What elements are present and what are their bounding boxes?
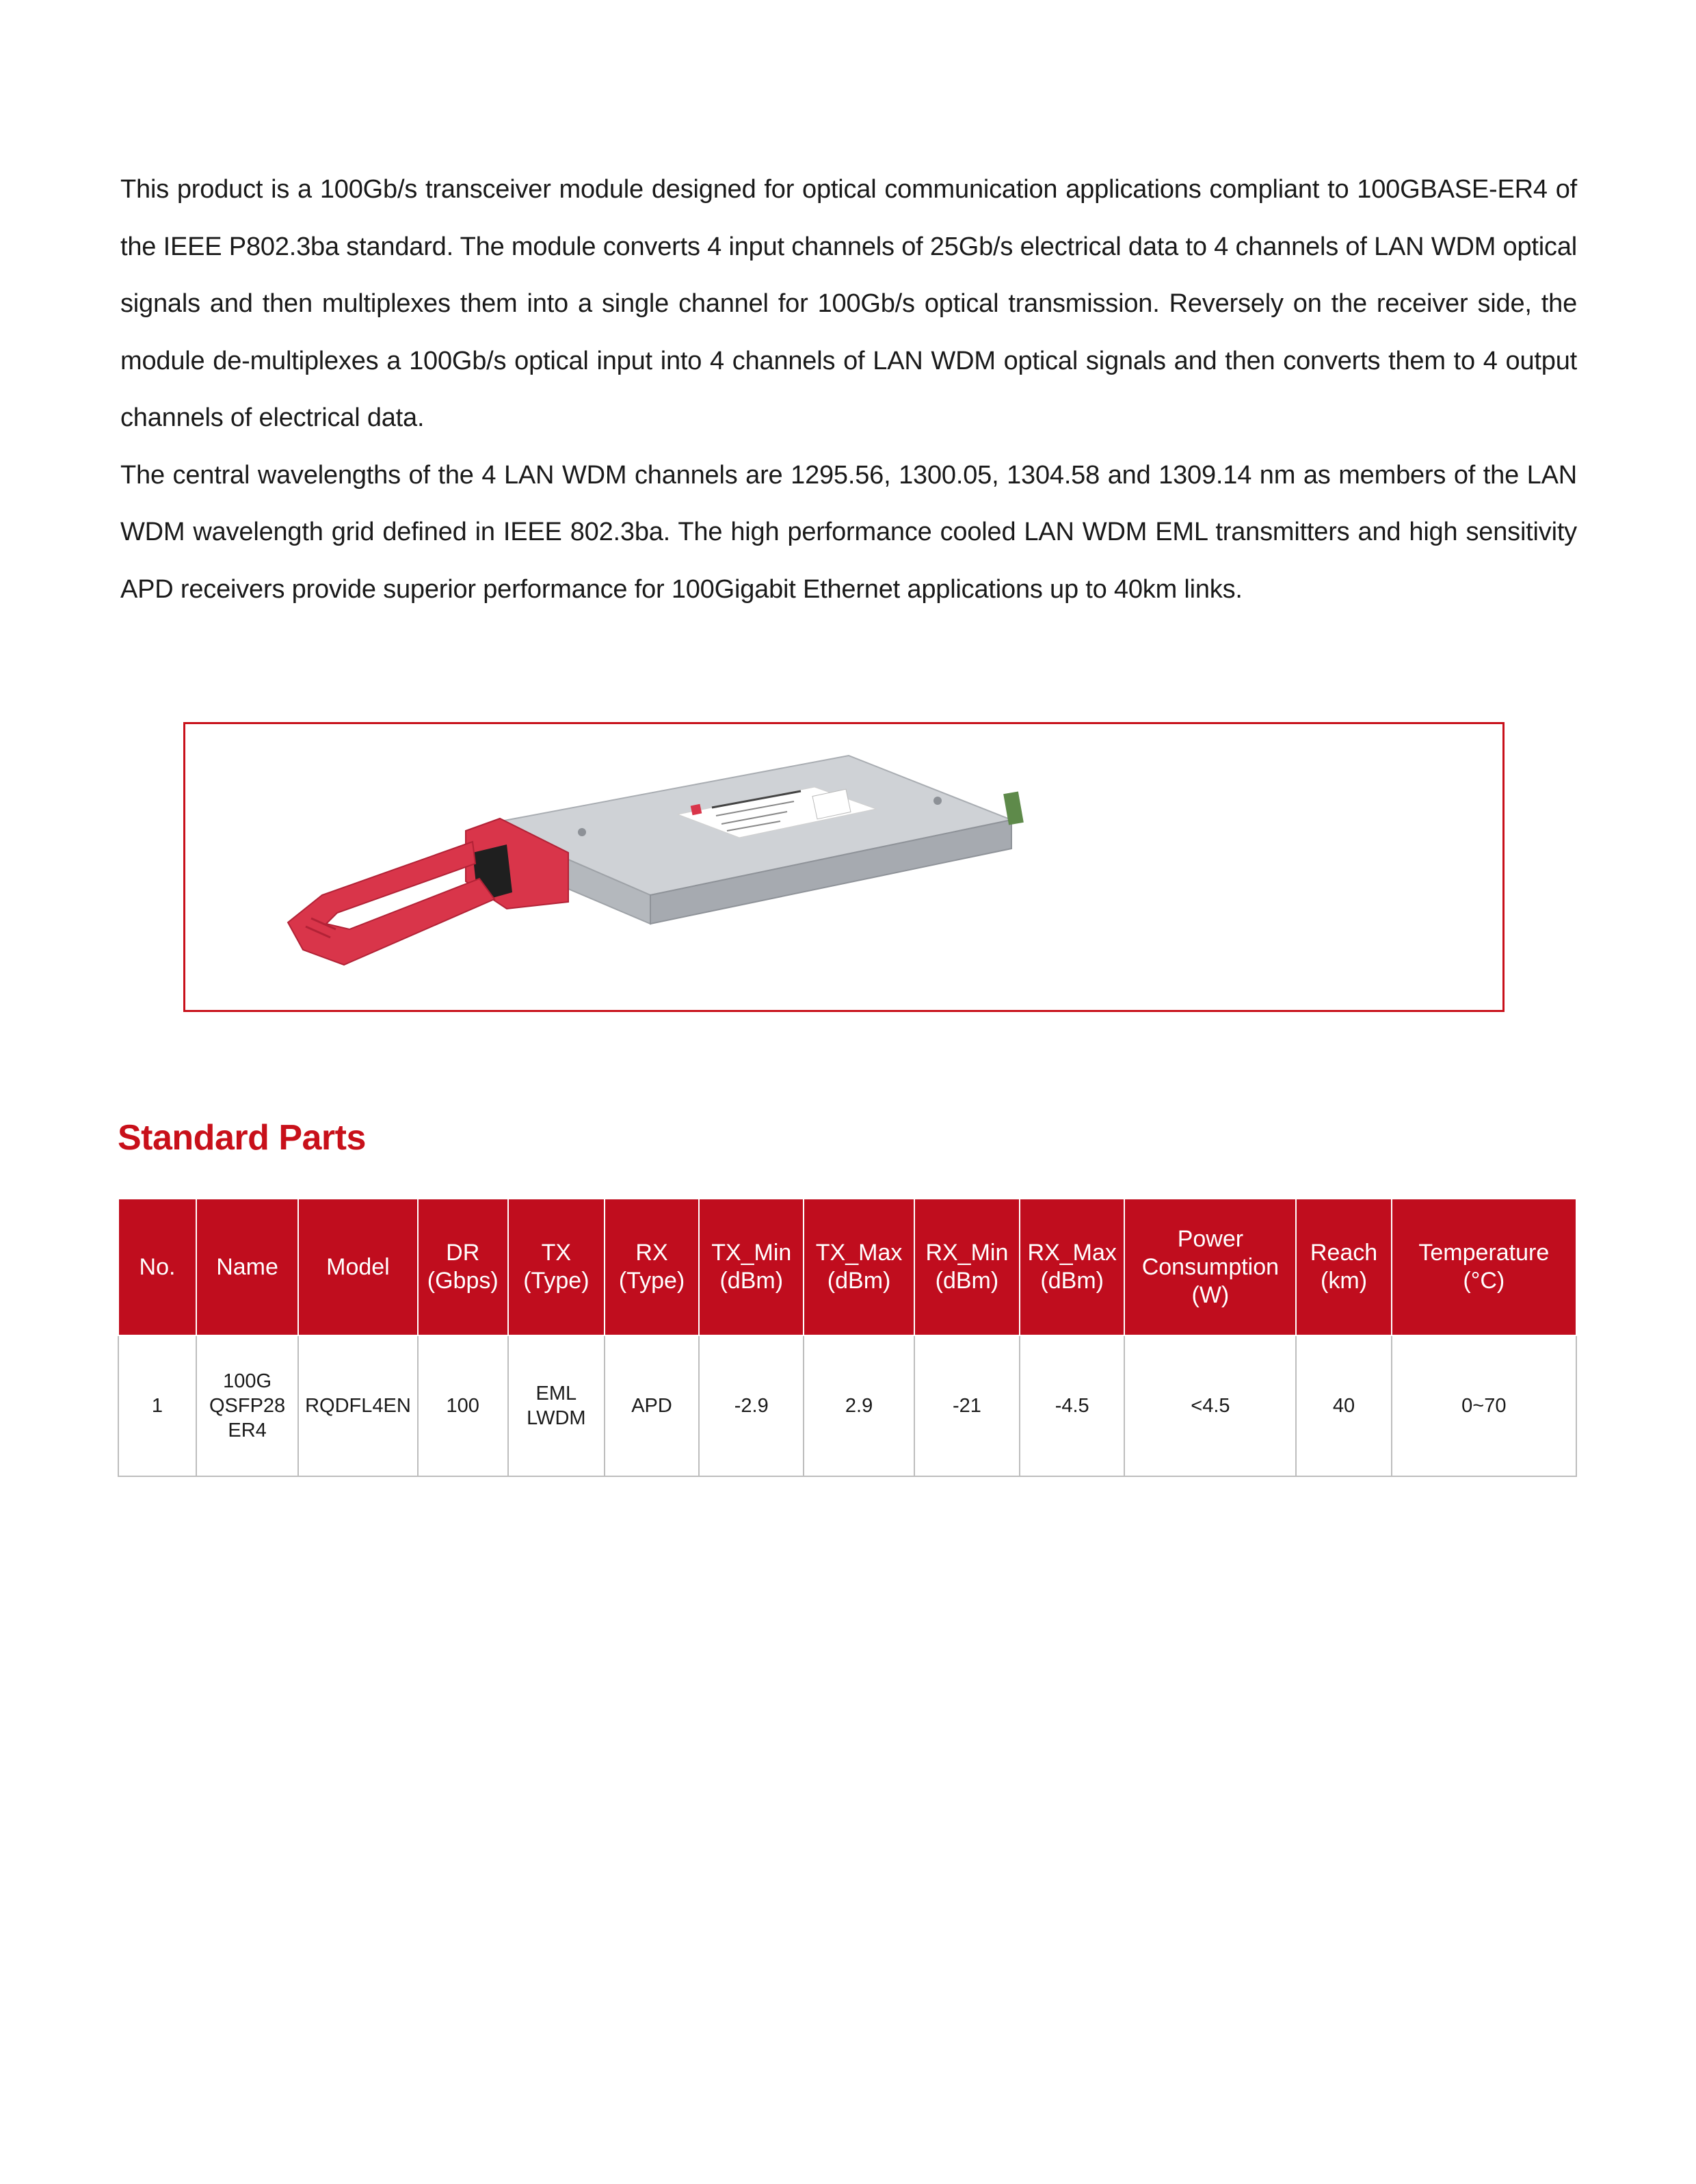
standard-parts-title: Standard Parts xyxy=(118,1118,366,1158)
header-rx-max: RX_Max (dBm) xyxy=(1020,1199,1124,1335)
header-tx-max: TX_Max (dBm) xyxy=(804,1199,914,1335)
cell-power: <4.5 xyxy=(1124,1335,1296,1476)
cell-temperature: 0~70 xyxy=(1392,1335,1576,1476)
table-row xyxy=(118,1335,1576,1476)
header-reach: Reach (km) xyxy=(1296,1199,1391,1335)
header-power: Power Consumption (W) xyxy=(1124,1199,1296,1335)
header-no: No. xyxy=(118,1199,196,1335)
header-rx: RX (Type) xyxy=(605,1199,699,1335)
cell-tx-max: 2.9 xyxy=(804,1335,914,1476)
description-paragraph-1: This product is a 100Gb/s transceiver module designed for optical communication applications compliant to 100GBASE-ER4 of the IEEE P802.3ba standard. The module converts 4 input channels of 25Gb/s electrical data to 4 channels of LAN WDM optical signals and then multiplexes them into a single channel for 100Gb/s optical transmission. Reversely on the receiver side, the module de-multiplexes a 100Gb/s optical input into 4 channels of LAN WDM optical signals and then converts them to 4 output channels of electrical data. xyxy=(120,175,1577,432)
header-temperature: Temperature (°C) xyxy=(1392,1199,1576,1335)
table-header-row xyxy=(118,1199,1576,1335)
cell-rx-max: -4.5 xyxy=(1020,1335,1124,1476)
cell-tx: EML LWDM xyxy=(508,1335,605,1476)
header-rx-min: RX_Min (dBm) xyxy=(914,1199,1020,1335)
cell-rx: APD xyxy=(605,1335,699,1476)
cell-reach: 40 xyxy=(1296,1335,1391,1476)
header-dr: DR (Gbps) xyxy=(418,1199,508,1335)
qsfp28-transceiver-module-image xyxy=(185,724,1502,1010)
cell-model: RQDFL4EN xyxy=(298,1335,417,1476)
header-tx: TX (Type) xyxy=(508,1199,605,1335)
cell-name: 100G QSFP28 ER4 xyxy=(196,1335,298,1476)
cell-no: 1 xyxy=(118,1335,196,1476)
cell-rx-min: -21 xyxy=(914,1335,1020,1476)
description-paragraph-2: The central wavelengths of the 4 LAN WDM channels are 1295.56, 1300.05, 1304.58 and 1309.14 nm as members of the LAN WDM wavelength grid defined in IEEE 802.3ba. The high performance cooled LAN WDM EML transmitters and high sensitivity APD receivers provide superior performance for 100Gigabit Ethernet applications up to 40km links. xyxy=(120,460,1577,604)
header-tx-min: TX_Min (dBm) xyxy=(699,1199,804,1335)
header-name: Name xyxy=(196,1199,298,1335)
cell-tx-min: -2.9 xyxy=(699,1335,804,1476)
product-description xyxy=(120,161,1577,618)
cell-dr: 100 xyxy=(418,1335,508,1476)
standard-parts-table xyxy=(118,1198,1577,1477)
header-model: Model xyxy=(298,1199,417,1335)
product-image-frame xyxy=(183,722,1505,1012)
